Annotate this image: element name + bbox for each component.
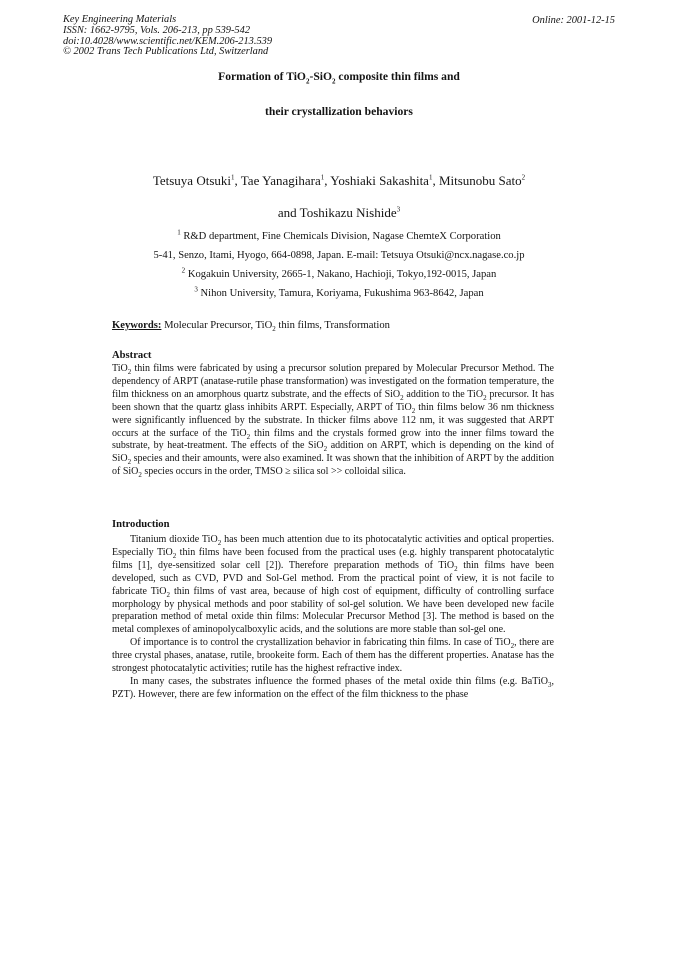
journal-name: Key Engineering Materials [63, 14, 177, 25]
affiliation-3: $^3$ Nihon University, Tamura, Koriyama, Fukushima 963-8642, Japan [194, 285, 484, 299]
issn-line: ISSN: 1662-9795, Vols. 206-213, pp 539-542 [63, 24, 251, 36]
keywords: Keywords: Molecular Precursor, TiO$_2$ thin films, Transformation [112, 320, 390, 334]
abstract-heading: Abstract [112, 350, 152, 361]
copyright-line: © 2002 Trans Tech Publications Ltd, Switzerland [63, 46, 269, 58]
doi-line: doi:10.4028/www.scientific.net/KEM.206-213.539 [63, 35, 273, 47]
introduction-body [112, 534, 554, 702]
keywords-label: Keywords: [112, 320, 162, 331]
author-list: Tetsuya Otsuki$^1$, Tae Yanagihara$^1$, Yoshiaki Sakashita$^1$, Mitsunobu Sato$^2$ [152, 173, 526, 188]
intro-paragraph-2: Of importance is to control the crystallization behavior in fabricating thin films. In case of TiO$_2$, there are three crystal phases, anatase, rutile, brookeite form. Each of them has the different properties. Anatase has the strongest photocatalytic activities; rutile has the highest refractive index. [112, 637, 554, 675]
online-date: Online: 2001-12-15 [532, 15, 615, 26]
affiliation-1: $^1$ R&D department, Fine Chemicals Division, Nagase ChemteX Corporation [177, 228, 501, 242]
affiliation-2: $^2$ Kogakuin University, 2665-1, Nakano, Hachioji, Tokyo,192-0015, Japan [181, 266, 497, 280]
abstract-body: TiO$_2$ thin films were fabricated by using a precursor solution prepared by Molecular Precursor Method. The dependency of ARPT (anatase-rutile phase transformation) was investigated on the formation temperature, the film thickness on an amorphous quartz substrate, and the effects of SiO$_2$ addition to the TiO$_2$ precursor. It has been shown that the quartz glass inhibits ARPT. Especially, ARPT of TiO$_2$ thin films below 36 nm thickness were significantly influenced by the substrate. In thicker films above 112 nm, it was suggested that ARPT occurs at the surface of the TiO$_2$ thin films and the crystals formed grow into the inner films toward the substrate, by heat-treatment. The effects of the SiO$_2$ addition on ARPT, which is depending on the kind of SiO$_2$ species and their amounts, were also examined. It was shown that the inhibition of ARPT by the addition of SiO$_2$ species occurs in the order, TMSO ≥ silica sol >> colloidal silica. [112, 363, 554, 480]
paper-title-line-2: their crystallization behaviors [265, 105, 413, 118]
introduction-heading: Introduction [112, 519, 170, 530]
intro-paragraph-3: In many cases, the substrates influence the formed phases of the metal oxide thin films (e.g. BaTiO$_3$, PZT). However, there are few information on the effect of the film thickness to the phase [112, 675, 554, 700]
paper-title-line-1: Formation of TiO$_2$-SiO$_2$ composite thin films and [218, 70, 460, 86]
affiliation-1-address: 5-41, Senzo, Itami, Hyogo, 664-0898, Japan. E-mail: Tetsuya Otsuki@ncx.nagase.co.jp [153, 250, 525, 261]
intro-paragraph-1: Titanium dioxide TiO$_2$ has been much attention due to its photocatalytic activities and optical properties. Especially TiO$_2$ thin films have been focused from the practical uses (e.g. highly transparent photocatalytic films [1], dye-sensitized solar cell [2]). Therefore preparation methods of TiO$_2$ thin films have been developed, such as CVD, PVD and Sol-Gel method. From the practical point of view, it is not facile to fabricate TiO$_2$ thin films of vast area, because of high cost of equipment, difficulty of controlling surface morphology by physical methods and poor stability of sol-gel solution. We have been developed new facile preparation method of metal oxide thin films: Molecular Precursor Method [3]. The method is based on the metal complexes of aminopolycalboxylic acids, and the solutions are more stable than sol-gel one. [112, 534, 555, 636]
journal-header [63, 15, 272, 58]
author-list-line-2: and Toshikazu Nishide$^3$ [277, 205, 401, 220]
